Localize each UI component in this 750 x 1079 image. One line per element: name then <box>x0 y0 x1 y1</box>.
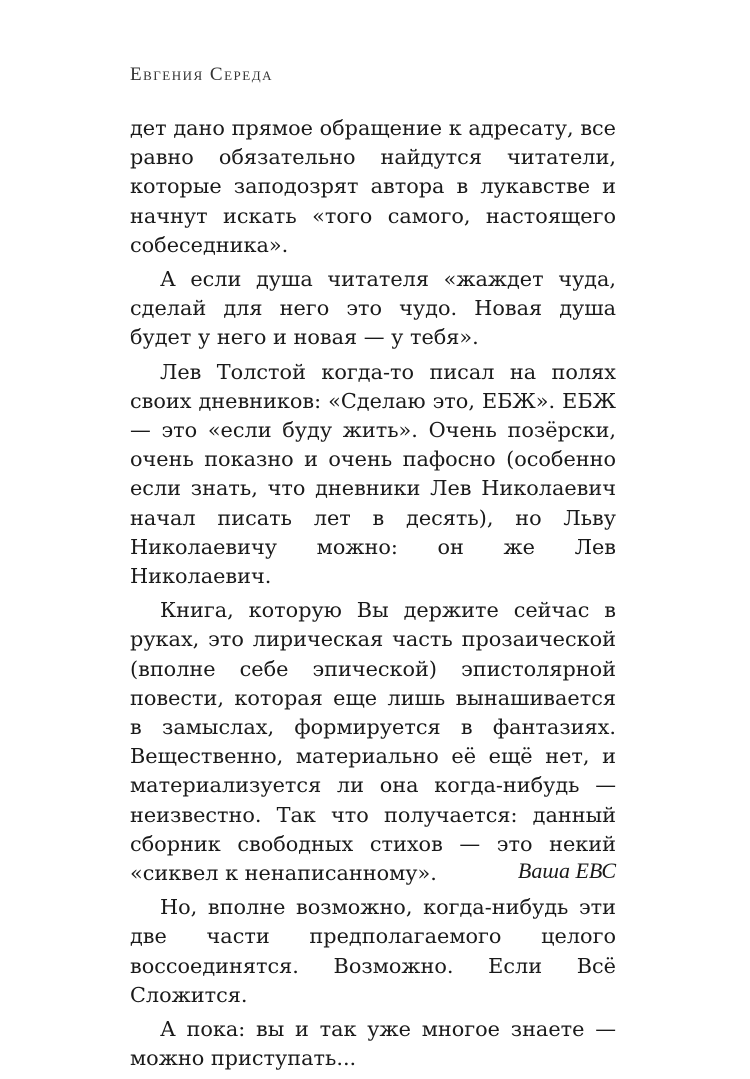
signature: Ваша ЕВС <box>517 858 616 883</box>
paragraph-2: А если душа читателя «жаждет чуда, сделай для него это чудо. Новая душа будет у него и новая — у тебя». <box>130 267 616 350</box>
paragraph-3: Лев Толстой когда-то писал на полях своих дневников: «Сделаю это, ЕБЖ». ЕБЖ — это «если буду жить». Очень позёрски, очень показно и очень пафосно (особенно если знать, что дневники Лев Николаевич начал писать лет в десять), но Льву Николаевичу можно: он же Лев Николаевич. <box>130 359 616 589</box>
paragraph-4: Книга, которую Вы держите сейчас в руках, это лирическая часть прозаической (вполне себе эпической) эпистолярной повести, которая еще лишь вынашивается в замыслах, формируется в фантазиях. Вещественно, материально её ещё нет, и материализуется ли она когда-нибудь — неизвестно. Так что получается: данный сборник свободных стихов — это некий «сиквел к ненаписанному». <box>130 598 616 886</box>
running-head-author: Евгения Середа <box>130 64 273 85</box>
book-page <box>130 0 616 1071</box>
body-text <box>130 114 616 1079</box>
paragraph-1: дет дано прямое обращение к адресату, все равно обязательно найдутся читатели, которые заподозрят автора в лукавстве и начнут искать «того самого, настоящего собеседника». <box>130 116 616 257</box>
paragraph-5: Но, вполне возможно, когда-нибудь эти две части предполагаемого целого воссоединятся. Возможно. Если Всё Сложится. <box>130 895 616 1007</box>
paragraph-6: А пока: вы и так уже многое знаете — можно приступать... <box>130 1017 616 1071</box>
